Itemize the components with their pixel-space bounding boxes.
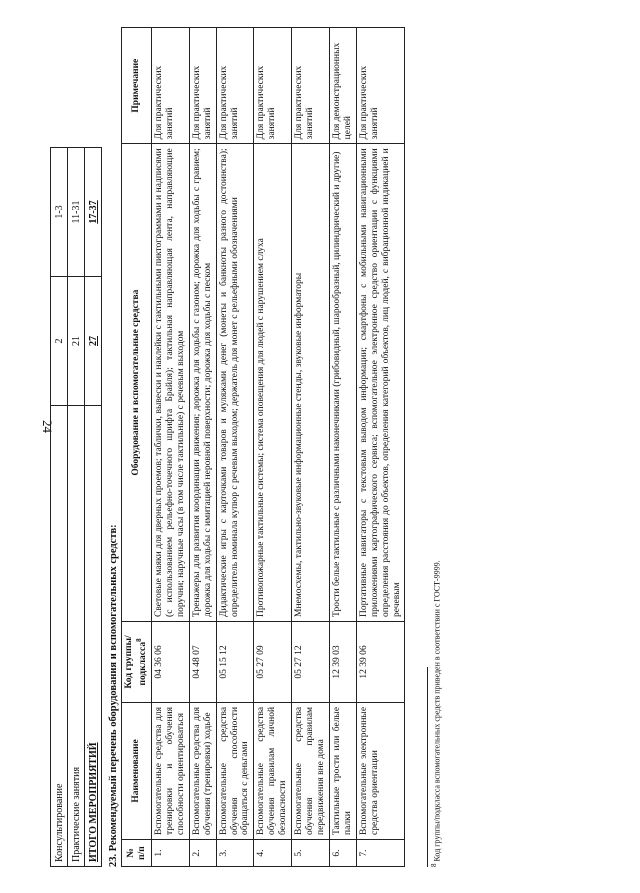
row-code: 04 48 07 [189,621,216,702]
footnote [430,27,442,867]
row-name: Вспомогательные средства обучения способности обращаться с деньгами [216,702,254,839]
summary-value-2: 21 [68,276,85,405]
footnote-separator [427,667,428,867]
row-name: Вспомогательные средства для обучения (тренировки) ходьбе [189,702,216,839]
footnote-text: Код группы/подкласса вспомогательных средств приведен в соответствии с ГОСТ-9999. [433,559,443,861]
summary-row [85,147,102,866]
summary-label: Практические занятия [68,405,85,866]
header-num: № п/п [122,839,152,866]
row-equipment: Дидактические игры с карточками товаров и муляжами денег (монеты и банкноты разного достоинства); определитель номинала купюр с речевым выходом; держатель для монет с рельефными обозначениями [216,143,254,621]
table-row [356,27,405,866]
row-number: 3. [216,839,254,866]
summary-value-2: 2 [51,276,68,405]
row-note: Для практических занятий [216,27,254,143]
row-number: 1. [152,839,190,866]
header-note: Примечание [122,27,152,143]
row-equipment: Противопожарные тактильные системы; система оповещения для людей с нарушением слуха [254,143,292,621]
row-name: Вспомогательные средства обучения правилам личной безопасности [254,702,292,839]
table-header-row [122,27,152,866]
row-number: 7. [356,839,405,866]
row-note: Для практических занятий [254,27,292,143]
row-equipment: Мнемосхемы, тактильно-звуковые информационные стенды, звуковые информаторы [292,143,330,621]
row-code: 12 39 03 [329,621,356,702]
row-name: Вспомогательные средства обучения правилам передвижения вне дома [292,702,330,839]
rotated-page-content [50,27,590,867]
summary-value-3: 11-31 [68,147,85,276]
table-row [254,27,292,866]
summary-label: Консультирование [51,405,68,866]
section-title: 23. Рекомендуемый перечень оборудования и вспомогательных средств: [108,523,119,867]
summary-value-3: 17-37 [85,147,102,276]
summary-label: ИТОГО МЕРОПРИЯТИЙ [85,405,102,866]
row-name: Тактильные трости или белые палки [329,702,356,839]
equipment-table [121,27,405,867]
row-code: 05 27 09 [254,621,292,702]
row-note: Для демонстрационных целей [329,27,356,143]
summary-row [51,147,68,866]
row-code: 05 15 12 [216,621,254,702]
summary-row [68,147,85,866]
header-name: Наименование [122,702,152,839]
summary-value-3: 1-3 [51,147,68,276]
table-row [292,27,330,866]
row-number: 5. [292,839,330,866]
row-equipment: Тренажеры для развития координации движения; дорожка для ходьбы с газоном; дорожка для ходьбы с гравием; дорожка для ходьбы с имитацией неровной поверхности; дорожка для ходьбы с песком [189,143,216,621]
header-code-label: Код группы/подкласса [124,634,149,689]
table-row [189,27,216,866]
header-code [122,621,152,702]
row-note: Для практических занятий [152,27,190,143]
header-code-footnote-mark: 8 [134,637,143,642]
row-name: Вспомогательные электронные средства ориентации [356,702,405,839]
summary-table [50,147,102,867]
row-number: 2. [189,839,216,866]
summary-value-2: 27 [85,276,102,405]
table-row [329,27,356,866]
row-code: 12 39 06 [356,621,405,702]
row-note: Для практических занятий [292,27,330,143]
row-equipment: Портативные навигаторы с текстовым выводом информации; смартфоны с мобильными навигационными приложениями картографического сервиса; вспомогательное электронное средство ориентации с функциями определения расстояния до объектов, определения категорий объектов, лиц людей, с вибрационной индикацией и речевым [356,143,405,621]
row-note: Для практических занятий [356,27,405,143]
row-name: Вспомогательные средства для тренировки и обучения способности ориентироваться [152,702,190,839]
row-equipment: Световые маяки для дверных проемов; таблички, вывески и наклейки с тактильными пиктограммами и надписями (с использованием рельефно-точечного шрифта Брайля); тактильная направляющая лента, направляющие поручни; наручные часы (в том числе тактильные) с речевым выходом [152,143,190,621]
table-row [152,27,190,866]
row-number: 6. [329,839,356,866]
row-code: 05 27 12 [292,621,330,702]
table-row [216,27,254,866]
header-equipment: Оборудование и вспомогательные средства [122,143,152,621]
row-number: 4. [254,839,292,866]
row-note: Для практических занятий [189,27,216,143]
page-number: 24 [40,420,55,433]
row-equipment: Трости белые тактильные с различными наконечниками (грибовидный, шарообразный, цилиндрический и другие) [329,143,356,621]
footnote-mark: 8 [430,863,439,867]
row-code: 04 36 06 [152,621,190,702]
